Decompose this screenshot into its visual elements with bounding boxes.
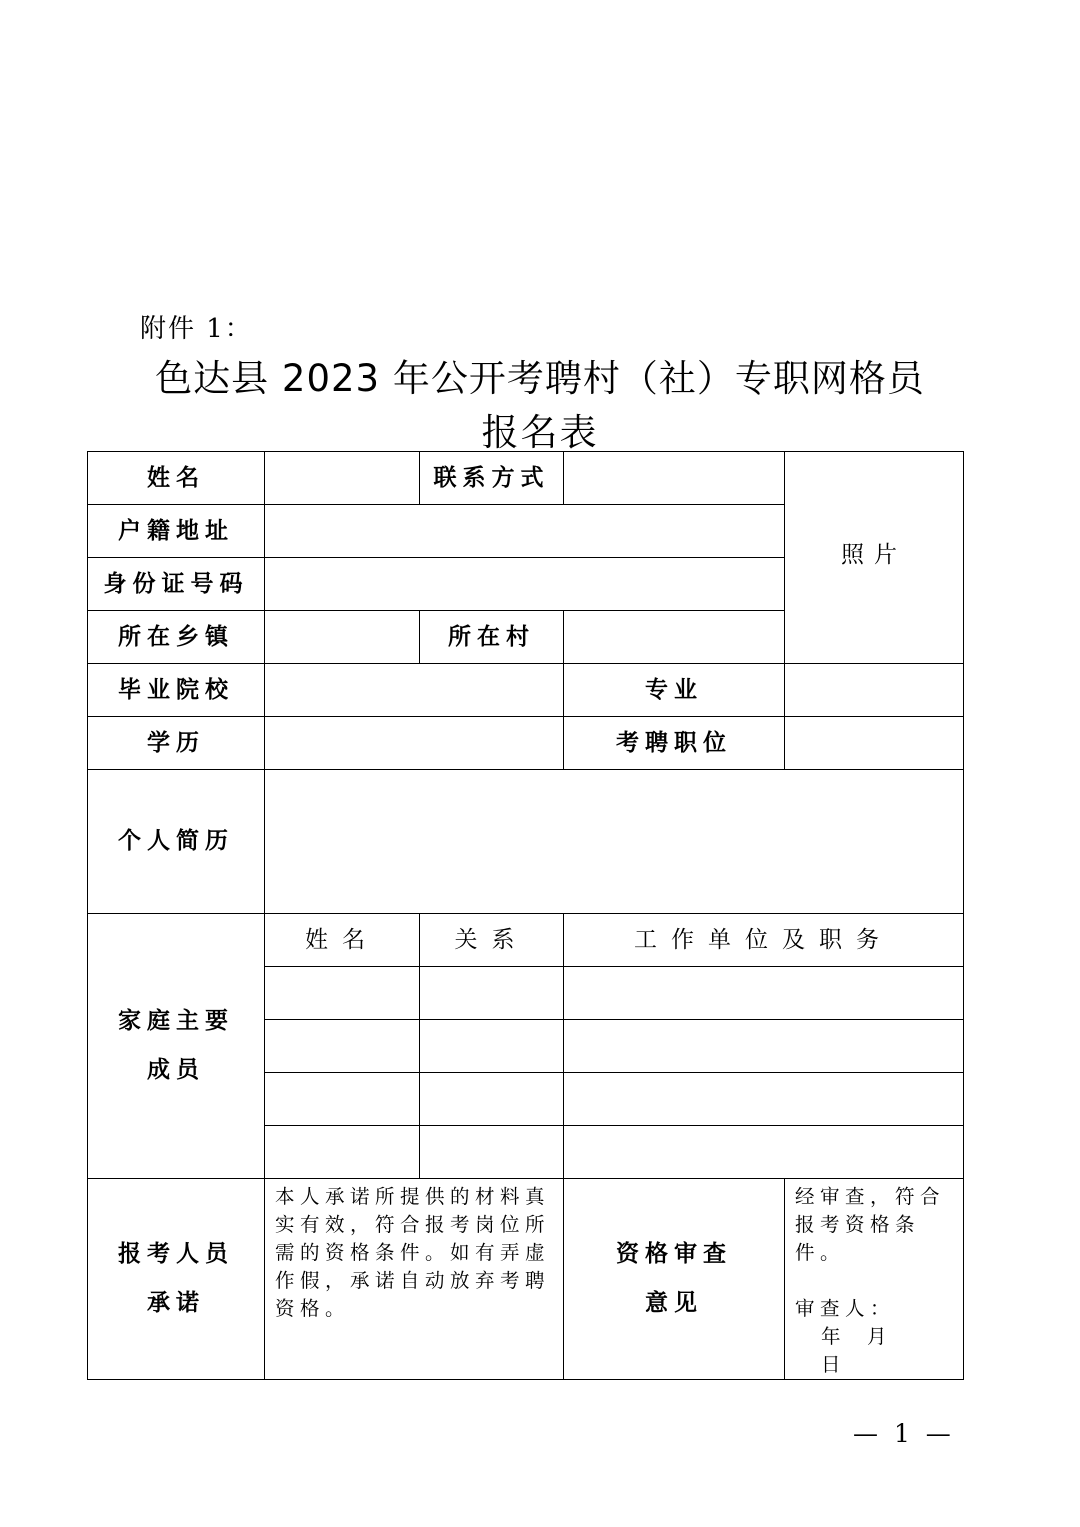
township-field[interactable] xyxy=(265,611,420,664)
family-member-work-field[interactable] xyxy=(564,967,964,1020)
contact-label: 联系方式 xyxy=(420,452,564,505)
family-member-name-field[interactable] xyxy=(265,967,420,1020)
family-name-header: 姓名 xyxy=(265,914,420,967)
review-label-line1: 资格审查 xyxy=(616,1241,732,1267)
resume-field[interactable] xyxy=(265,770,964,914)
attachment-label: 附件 1： xyxy=(140,314,253,344)
resume-label: 个人简历 xyxy=(88,770,265,914)
major-label: 专业 xyxy=(564,664,785,717)
township-label: 所在乡镇 xyxy=(88,611,265,664)
date-year: 年 xyxy=(821,1325,847,1348)
position-label: 考聘职位 xyxy=(564,717,785,770)
name-label: 姓名 xyxy=(88,452,265,505)
village-field[interactable] xyxy=(564,611,785,664)
photo-box[interactable]: 照片 xyxy=(785,452,964,664)
pledge-label-line1: 报考人员 xyxy=(118,1241,234,1267)
form-title: 色达县 2023 年公开考聘村（社）专职网格员 xyxy=(155,357,925,400)
education-field[interactable] xyxy=(265,717,564,770)
village-label: 所在村 xyxy=(420,611,564,664)
name-field[interactable] xyxy=(265,452,420,505)
family-member-relation-field[interactable] xyxy=(420,1073,564,1126)
pledge-label xyxy=(88,1179,265,1380)
review-label xyxy=(564,1179,785,1380)
family-work-header: 工作单位及职务 xyxy=(564,914,964,967)
major-field[interactable] xyxy=(785,664,964,717)
family-member-relation-field[interactable] xyxy=(420,967,564,1020)
family-relation-header: 关系 xyxy=(420,914,564,967)
review-text: 经审查，符合报考资格条件。 xyxy=(795,1185,946,1264)
pledge-text: 本人承诺所提供的材料真实有效，符合报考岗位所需的资格条件。如有弄虚作假，承诺自动放弃考聘资格。 xyxy=(265,1179,564,1380)
review-opinion xyxy=(785,1179,964,1380)
reviewer-label: 审查人： xyxy=(795,1297,896,1320)
school-field[interactable] xyxy=(265,664,564,717)
id-number-label: 身份证号码 xyxy=(88,558,265,611)
family-member-work-field[interactable] xyxy=(564,1126,964,1179)
family-label-line1: 家庭主要 xyxy=(118,1008,234,1034)
form-title-line2: 报名表 xyxy=(481,411,599,454)
date-day: 日 xyxy=(821,1353,847,1376)
family-member-work-field[interactable] xyxy=(564,1020,964,1073)
position-field[interactable] xyxy=(785,717,964,770)
date-month: 月 xyxy=(867,1325,893,1348)
family-member-relation-field[interactable] xyxy=(420,1126,564,1179)
page-number: — 1 — xyxy=(853,1419,955,1448)
school-label: 毕业院校 xyxy=(88,664,265,717)
family-member-name-field[interactable] xyxy=(265,1020,420,1073)
family-member-name-field[interactable] xyxy=(265,1126,420,1179)
household-address-field[interactable] xyxy=(265,505,785,558)
review-label-line2: 意见 xyxy=(645,1290,703,1316)
family-label-line2: 成员 xyxy=(147,1057,205,1083)
household-address-label: 户籍地址 xyxy=(88,505,265,558)
education-label: 学历 xyxy=(88,717,265,770)
review-date xyxy=(795,1323,957,1379)
family-member-relation-field[interactable] xyxy=(420,1020,564,1073)
contact-field[interactable] xyxy=(564,452,785,505)
registration-form-table xyxy=(87,451,964,1380)
family-members-label xyxy=(88,914,265,1179)
id-number-field[interactable] xyxy=(265,558,785,611)
family-member-name-field[interactable] xyxy=(265,1073,420,1126)
pledge-label-line2: 承诺 xyxy=(147,1290,205,1316)
family-member-work-field[interactable] xyxy=(564,1073,964,1126)
